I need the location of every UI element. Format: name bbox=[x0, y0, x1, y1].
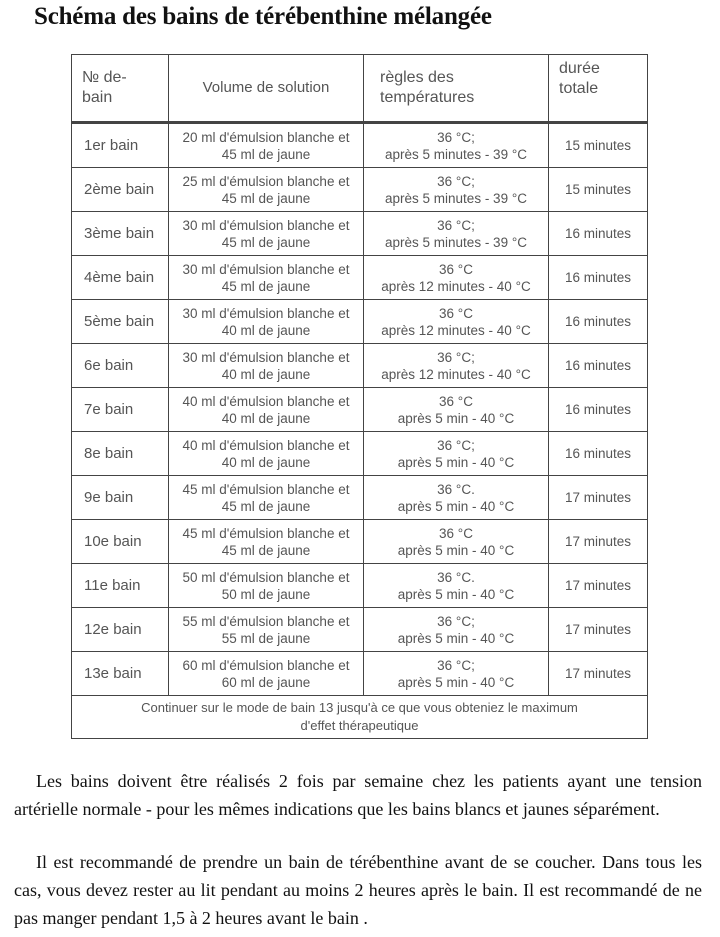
bath-number: 7e bain bbox=[72, 388, 169, 432]
volume-yellow: 45 ml de jaune bbox=[221, 278, 311, 294]
temperature-after: après 12 minutes - 40 °C bbox=[381, 366, 531, 382]
header-temperature-line1: règles des bbox=[380, 69, 454, 86]
table-row bbox=[72, 300, 648, 344]
volume-yellow: 50 ml de jaune bbox=[221, 586, 311, 602]
solution-volume bbox=[169, 520, 364, 564]
bath-number: 13e bain bbox=[72, 652, 169, 696]
solution-volume bbox=[169, 123, 364, 168]
volume-white: 60 ml d'émulsion blanche et bbox=[182, 657, 350, 673]
volume-white: 30 ml d'émulsion blanche et bbox=[182, 305, 350, 321]
total-duration: 17 minutes bbox=[549, 608, 648, 652]
temperature-rule bbox=[364, 520, 549, 564]
continuation-note bbox=[72, 696, 648, 739]
volume-yellow: 55 ml de jaune bbox=[221, 630, 311, 646]
total-duration: 16 minutes bbox=[549, 212, 648, 256]
volume-white: 30 ml d'émulsion blanche et bbox=[182, 261, 350, 277]
temperature-after: après 5 minutes - 39 °C bbox=[385, 234, 527, 250]
temperature-rule bbox=[364, 432, 549, 476]
table-row bbox=[72, 608, 648, 652]
header-temperature-line2: températures bbox=[380, 89, 475, 106]
volume-yellow: 45 ml de jaune bbox=[221, 498, 311, 514]
temperature-rule bbox=[364, 564, 549, 608]
bath-number: 12e bain bbox=[72, 608, 169, 652]
temperature-rule bbox=[364, 476, 549, 520]
paragraph-frequency: Les bains doivent être réalisés 2 fois par semaine chez les patients ayant une tension artérielle normale - pour les mêmes indications que les bains blancs et jaunes séparément. bbox=[14, 771, 702, 819]
temperature-start: 36 °C; bbox=[437, 613, 475, 629]
bath-number: 4ème bain bbox=[72, 256, 169, 300]
table-row bbox=[72, 432, 648, 476]
header-volume: Volume de solution bbox=[169, 55, 364, 123]
temperature-start: 36 °C. bbox=[437, 481, 475, 497]
volume-white: 50 ml d'émulsion blanche et bbox=[182, 569, 350, 585]
header-bath-number-line2: bain bbox=[82, 89, 113, 106]
paragraph-recommendation: Il est recommandé de prendre un bain de térébenthine avant de se coucher. Dans tous les cas, vous devez rester au lit pendant au moins 2 heures après le bain. Il est recommandé de ne pas manger pendant 1,5 à 2 heures avant le bain . bbox=[14, 852, 702, 928]
bath-number: 2ème bain bbox=[72, 168, 169, 212]
table-note-row bbox=[72, 696, 648, 739]
table-row bbox=[72, 256, 648, 300]
volume-white: 45 ml d'émulsion blanche et bbox=[182, 525, 350, 541]
temperature-start: 36 °C. bbox=[437, 569, 475, 585]
bath-number: 6e bain bbox=[72, 344, 169, 388]
total-duration: 16 minutes bbox=[549, 344, 648, 388]
temperature-start: 36 °C; bbox=[437, 173, 475, 189]
table-row bbox=[72, 168, 648, 212]
solution-volume bbox=[169, 432, 364, 476]
temperature-rule bbox=[364, 388, 549, 432]
temperature-after: après 5 minutes - 39 °C bbox=[385, 146, 527, 162]
volume-yellow: 45 ml de jaune bbox=[221, 146, 311, 162]
note-line2: d'effet thérapeutique bbox=[300, 718, 419, 733]
header-duration-line1: durée bbox=[559, 60, 600, 77]
table-header-row bbox=[72, 55, 648, 123]
table-row bbox=[72, 123, 648, 168]
table-row bbox=[72, 344, 648, 388]
bath-number: 10e bain bbox=[72, 520, 169, 564]
table-row bbox=[72, 520, 648, 564]
header-temperature bbox=[364, 55, 549, 123]
temperature-after: après 5 min - 40 °C bbox=[397, 498, 515, 514]
volume-yellow: 45 ml de jaune bbox=[221, 234, 311, 250]
total-duration: 16 minutes bbox=[549, 300, 648, 344]
temperature-start: 36 °C bbox=[439, 525, 473, 541]
table-row bbox=[72, 564, 648, 608]
table-row bbox=[72, 652, 648, 696]
temperature-after: après 5 min - 40 °C bbox=[397, 630, 515, 646]
solution-volume bbox=[169, 300, 364, 344]
bath-number: 3ème bain bbox=[72, 212, 169, 256]
temperature-after: après 12 minutes - 40 °C bbox=[381, 322, 531, 338]
table-row bbox=[72, 212, 648, 256]
temperature-after: après 5 min - 40 °C bbox=[397, 542, 515, 558]
volume-yellow: 40 ml de jaune bbox=[221, 366, 311, 382]
temperature-after: après 5 min - 40 °C bbox=[397, 454, 515, 470]
volume-white: 45 ml d'émulsion blanche et bbox=[182, 481, 350, 497]
total-duration: 17 minutes bbox=[549, 476, 648, 520]
solution-volume bbox=[169, 388, 364, 432]
volume-white: 30 ml d'émulsion blanche et bbox=[182, 217, 350, 233]
temperature-start: 36 °C; bbox=[437, 217, 475, 233]
volume-yellow: 40 ml de jaune bbox=[221, 454, 311, 470]
solution-volume bbox=[169, 212, 364, 256]
temperature-start: 36 °C bbox=[439, 393, 473, 409]
temperature-rule bbox=[364, 300, 549, 344]
temperature-rule bbox=[364, 123, 549, 168]
temperature-start: 36 °C bbox=[439, 261, 473, 277]
total-duration: 16 minutes bbox=[549, 388, 648, 432]
bath-number: 1er bain bbox=[72, 123, 169, 168]
volume-yellow: 40 ml de jaune bbox=[221, 322, 311, 338]
page-title: Schéma des bains de térébenthine mélangée bbox=[34, 3, 492, 30]
temperature-start: 36 °C; bbox=[437, 129, 475, 145]
solution-volume bbox=[169, 476, 364, 520]
temperature-after: après 5 min - 40 °C bbox=[397, 410, 515, 426]
volume-yellow: 60 ml de jaune bbox=[221, 674, 311, 690]
header-duration bbox=[549, 55, 648, 123]
note-line1: Continuer sur le mode de bain 13 jusqu'à ce que vous obteniez le maximum bbox=[141, 700, 578, 715]
header-bath-number bbox=[72, 55, 169, 123]
total-duration: 16 minutes bbox=[549, 432, 648, 476]
temperature-rule bbox=[364, 168, 549, 212]
temperature-start: 36 °C; bbox=[437, 657, 475, 673]
bath-number: 11e bain bbox=[72, 564, 169, 608]
temperature-rule bbox=[364, 212, 549, 256]
volume-yellow: 45 ml de jaune bbox=[221, 542, 311, 558]
temperature-rule bbox=[364, 608, 549, 652]
temperature-rule bbox=[364, 256, 549, 300]
header-duration-line2: totale bbox=[559, 80, 599, 97]
total-duration: 15 minutes bbox=[549, 123, 648, 168]
solution-volume bbox=[169, 168, 364, 212]
temperature-rule bbox=[364, 344, 549, 388]
solution-volume bbox=[169, 256, 364, 300]
volume-white: 40 ml d'émulsion blanche et bbox=[182, 437, 350, 453]
volume-white: 20 ml d'émulsion blanche et bbox=[182, 129, 350, 145]
bath-number: 5ème bain bbox=[72, 300, 169, 344]
temperature-after: après 5 minutes - 39 °C bbox=[385, 190, 527, 206]
volume-yellow: 45 ml de jaune bbox=[221, 190, 311, 206]
volume-white: 30 ml d'émulsion blanche et bbox=[182, 349, 350, 365]
volume-yellow: 40 ml de jaune bbox=[221, 410, 311, 426]
temperature-after: après 5 min - 40 °C bbox=[397, 674, 515, 690]
volume-white: 55 ml d'émulsion blanche et bbox=[182, 613, 350, 629]
total-duration: 16 minutes bbox=[549, 256, 648, 300]
solution-volume bbox=[169, 608, 364, 652]
table-row bbox=[72, 388, 648, 432]
table-row bbox=[72, 476, 648, 520]
bath-schedule-table bbox=[71, 54, 648, 739]
solution-volume bbox=[169, 652, 364, 696]
solution-volume bbox=[169, 344, 364, 388]
temperature-start: 36 °C bbox=[439, 305, 473, 321]
temperature-rule bbox=[364, 652, 549, 696]
volume-white: 40 ml d'émulsion blanche et bbox=[182, 393, 350, 409]
total-duration: 17 minutes bbox=[549, 564, 648, 608]
total-duration: 15 minutes bbox=[549, 168, 648, 212]
volume-white: 25 ml d'émulsion blanche et bbox=[182, 173, 350, 189]
total-duration: 17 minutes bbox=[549, 520, 648, 564]
temperature-start: 36 °C; bbox=[437, 437, 475, 453]
temperature-start: 36 °C; bbox=[437, 349, 475, 365]
total-duration: 17 minutes bbox=[549, 652, 648, 696]
bath-number: 9e bain bbox=[72, 476, 169, 520]
bath-number: 8e bain bbox=[72, 432, 169, 476]
solution-volume bbox=[169, 564, 364, 608]
temperature-after: après 5 min - 40 °C bbox=[397, 586, 515, 602]
header-bath-number-line1: № de- bbox=[82, 69, 127, 86]
temperature-after: après 12 minutes - 40 °C bbox=[381, 278, 531, 294]
